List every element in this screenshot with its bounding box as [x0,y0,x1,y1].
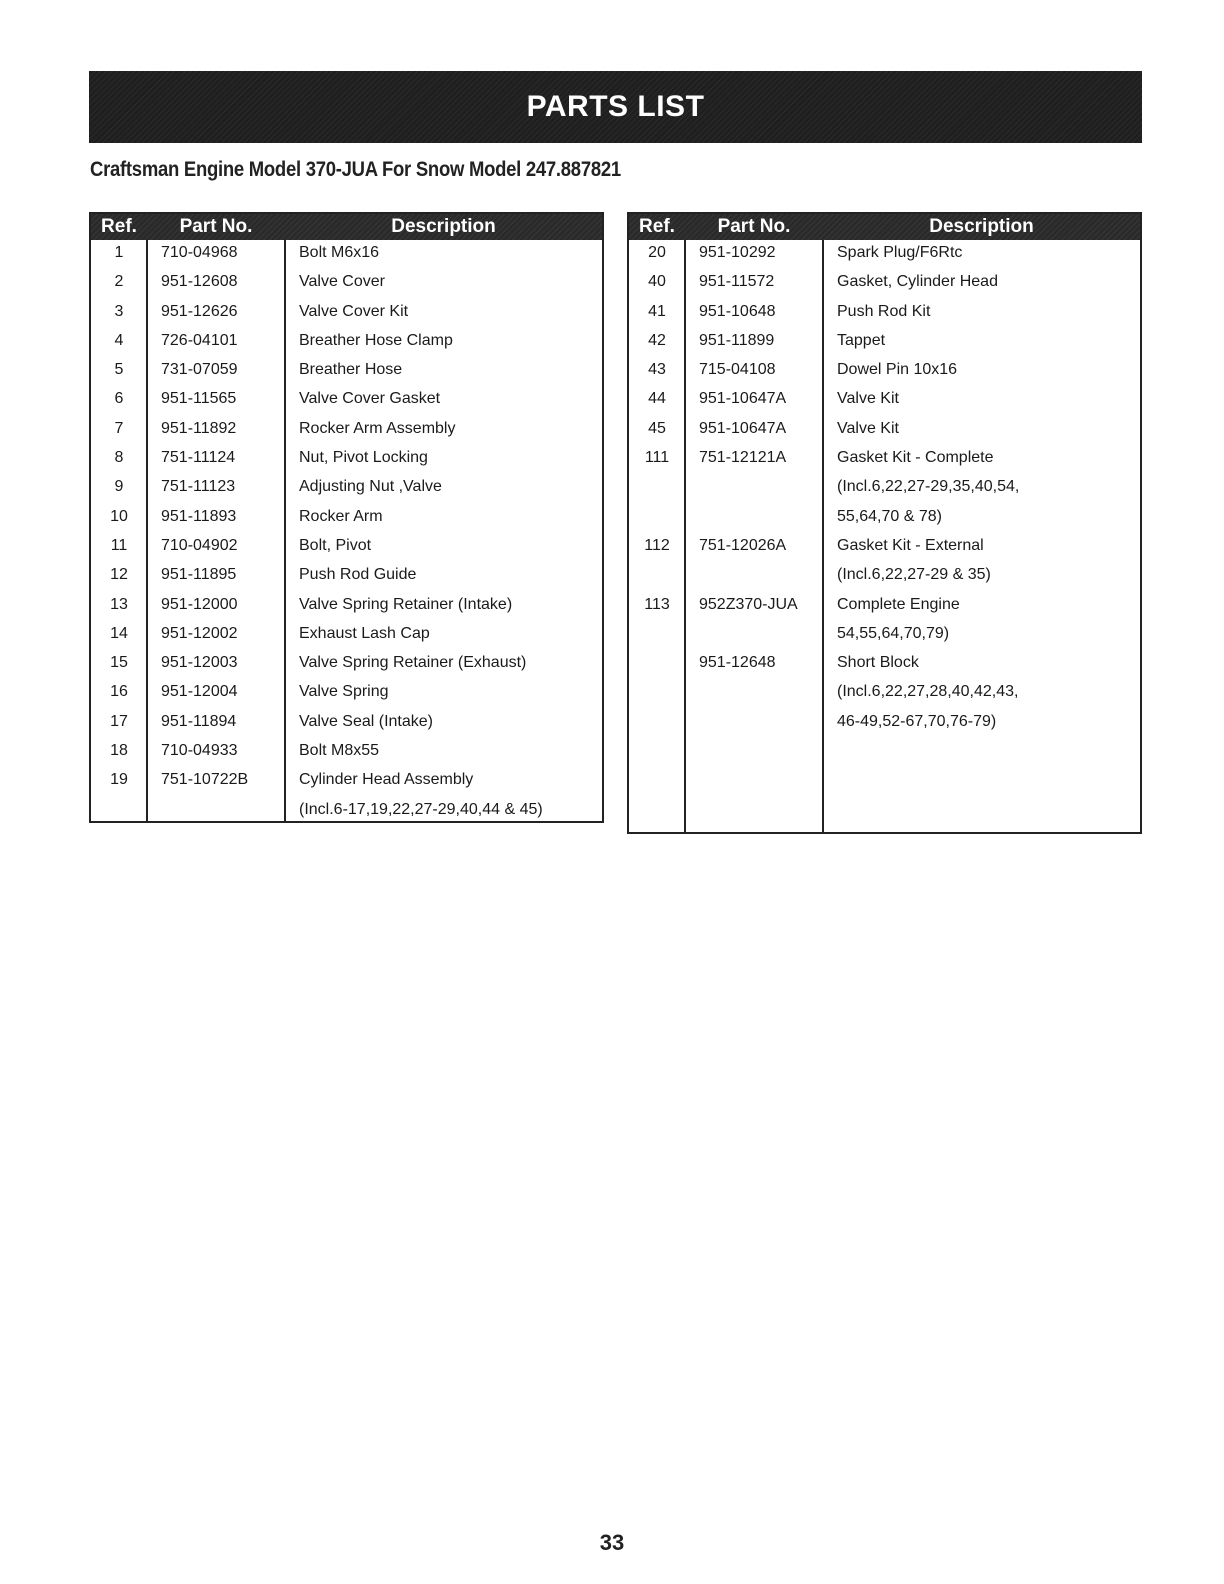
description-cell: Push Rod Kit [837,302,931,320]
description-cell: Bolt M6x16 [299,244,380,261]
ref-cell: 12 [110,566,128,584]
table-row [91,386,602,415]
part-no-cell: 951-12648 [699,654,776,672]
parts-table-right [627,212,1142,834]
ref-cell: 112 [644,536,670,554]
part-no-cell: 751-11123 [161,478,236,496]
table-row [91,474,602,503]
table-row [629,240,1140,269]
part-no-cell: 951-12002 [161,624,238,642]
description-cell: 54,55,64,70,79) [837,624,950,642]
part-no-cell: 951-12608 [161,273,238,291]
table-row [629,592,1140,621]
description-cell: 46-49,52-67,70,76-79) [837,712,997,730]
table-row [91,679,602,708]
ref-cell: 14 [110,624,128,642]
part-no-cell: 710-04902 [161,536,238,554]
ref-cell: 9 [114,478,124,496]
description-cell: Valve Spring Retainer (Exhaust) [299,654,527,672]
table-row [629,562,1140,591]
table-row [91,328,602,357]
table-body [629,240,1140,738]
ref-cell: 5 [114,361,124,379]
table-row [629,621,1140,650]
part-no-cell: 951-11892 [161,419,237,437]
table-row [91,269,602,298]
description-cell: Exhaust Lash Cap [299,624,430,642]
part-no-cell: 951-10647A [699,390,787,408]
table-row [91,562,602,591]
part-no-cell: 951-12626 [161,302,238,320]
table-row [91,240,602,269]
part-no-cell: 951-11895 [161,566,237,584]
ref-cell: 19 [110,771,128,789]
ref-cell: 18 [110,742,128,760]
header-ref: Ref. [639,216,675,237]
ref-cell: 41 [648,302,666,320]
description-cell: Valve Kit [837,390,899,408]
table-row [629,650,1140,679]
parts-list-banner [89,71,1142,143]
table-row [91,416,602,445]
table-row [629,533,1140,562]
part-no-cell: 951-11572 [699,273,775,291]
ref-cell: 113 [644,595,670,613]
description-cell: Breather Hose [299,361,403,379]
ref-cell: 10 [110,507,128,525]
description-cell: 55,64,70 & 78) [837,507,942,525]
description-cell: Tappet [837,331,886,349]
banner-title: PARTS LIST [526,90,705,123]
description-cell: (Incl.6,22,27-29,35,40,54, [837,478,1020,496]
part-no-cell: 751-10722B [161,771,249,789]
ref-cell: 4 [114,331,124,349]
part-no-cell: 726-04101 [161,331,238,349]
description-cell: Adjusting Nut ,Valve [299,478,442,496]
description-cell: Valve Seal (Intake) [299,712,433,730]
table-row [91,738,602,767]
description-cell: Valve Cover Kit [299,302,409,320]
ref-cell: 8 [114,449,124,467]
part-no-cell: 952Z370-JUA [699,595,798,613]
ref-cell: 15 [110,654,128,672]
ref-cell: 45 [648,419,666,437]
header-description: Description [929,216,1034,237]
table-row [629,269,1140,298]
table-body [91,240,602,826]
description-cell: Valve Spring Retainer (Intake) [299,595,513,613]
table-row [91,650,602,679]
parts-table-left [89,212,604,823]
table-row [629,504,1140,533]
page-number: 33 [599,1530,625,1555]
description-cell: Breather Hose Clamp [299,331,453,349]
ref-cell: 40 [648,273,666,291]
ref-cell: 6 [114,390,124,408]
table-row [629,679,1140,708]
part-no-cell: 951-10647A [699,419,787,437]
part-no-cell: 951-10292 [699,244,776,261]
part-no-cell: 951-10648 [699,302,776,320]
description-cell: Valve Cover Gasket [299,390,441,408]
ref-cell: 16 [110,683,128,701]
part-no-cell: 710-04933 [161,742,238,760]
description-cell: Rocker Arm [299,507,383,525]
ref-cell: 11 [110,536,128,554]
ref-cell: 13 [110,595,128,613]
table-row [629,416,1140,445]
header-part-no: Part No. [717,216,791,237]
ref-cell: 44 [648,390,666,408]
part-no-cell: 951-11565 [161,390,237,408]
description-cell: Bolt M8x55 [299,742,380,760]
description-cell: (Incl.6,22,27-29 & 35) [837,566,991,584]
ref-cell: 17 [110,712,128,730]
ref-cell: 3 [114,302,124,320]
description-cell: Bolt, Pivot [299,536,372,554]
ref-cell: 42 [648,331,666,349]
description-cell: Cylinder Head Assembly [299,771,474,789]
table-row [629,328,1140,357]
table-row [629,386,1140,415]
table-header [91,214,602,240]
description-cell: (Incl.6,22,27,28,40,42,43, [837,683,1019,701]
table-row [91,533,602,562]
description-cell: Gasket Kit - External [837,536,984,554]
description-cell: Gasket Kit - Complete [837,449,994,467]
description-cell: Valve Cover [299,273,385,291]
table-row [91,445,602,474]
ref-cell: 2 [114,273,124,291]
table-row [91,299,602,328]
description-cell: Spark Plug/F6Rtc [837,244,963,261]
description-cell: (Incl.6-17,19,22,27-29,40,44 & 45) [299,800,543,818]
part-no-cell: 751-12121A [699,449,787,467]
description-cell: Short Block [837,654,919,672]
part-no-cell: 951-11893 [161,507,237,525]
part-no-cell: 951-11899 [699,331,775,349]
table-row [91,357,602,386]
ref-cell: 43 [648,361,666,379]
model-subtitle: Craftsman Engine Model 370-JUA For Snow Model 247.887821 [90,158,621,181]
table-row [629,474,1140,503]
part-no-cell: 731-07059 [161,361,238,379]
description-cell: Complete Engine [837,595,960,613]
header-ref: Ref. [101,216,137,237]
ref-cell: 7 [114,419,124,437]
description-cell: Valve Spring [299,683,389,701]
header-description: Description [391,216,496,237]
header-part-no: Part No. [179,216,253,237]
table-row [629,709,1140,738]
ref-cell: 1 [114,244,124,261]
part-no-cell: 951-12004 [161,683,238,701]
table-row [91,504,602,533]
table-row [91,621,602,650]
table-row [629,357,1140,386]
table-row [629,445,1140,474]
ref-cell: 111 [644,449,670,467]
description-cell: Push Rod Guide [299,566,417,584]
part-no-cell: 951-12003 [161,654,238,672]
description-cell: Nut, Pivot Locking [299,449,428,467]
description-cell: Rocker Arm Assembly [299,419,456,437]
part-no-cell: 751-12026A [699,536,787,554]
ref-cell: 20 [648,244,666,261]
part-no-cell: 715-04108 [699,361,776,379]
table-row [629,299,1140,328]
description-cell: Dowel Pin 10x16 [837,361,958,379]
part-no-cell: 751-11124 [161,449,236,467]
table-header [629,214,1140,240]
description-cell: Valve Kit [837,419,899,437]
description-cell: Gasket, Cylinder Head [837,273,998,291]
part-no-cell: 951-11894 [161,712,237,730]
table-row [91,592,602,621]
part-no-cell: 951-12000 [161,595,238,613]
table-row [91,709,602,738]
table-row [91,797,602,826]
table-row [91,767,602,796]
part-no-cell: 710-04968 [161,244,238,261]
